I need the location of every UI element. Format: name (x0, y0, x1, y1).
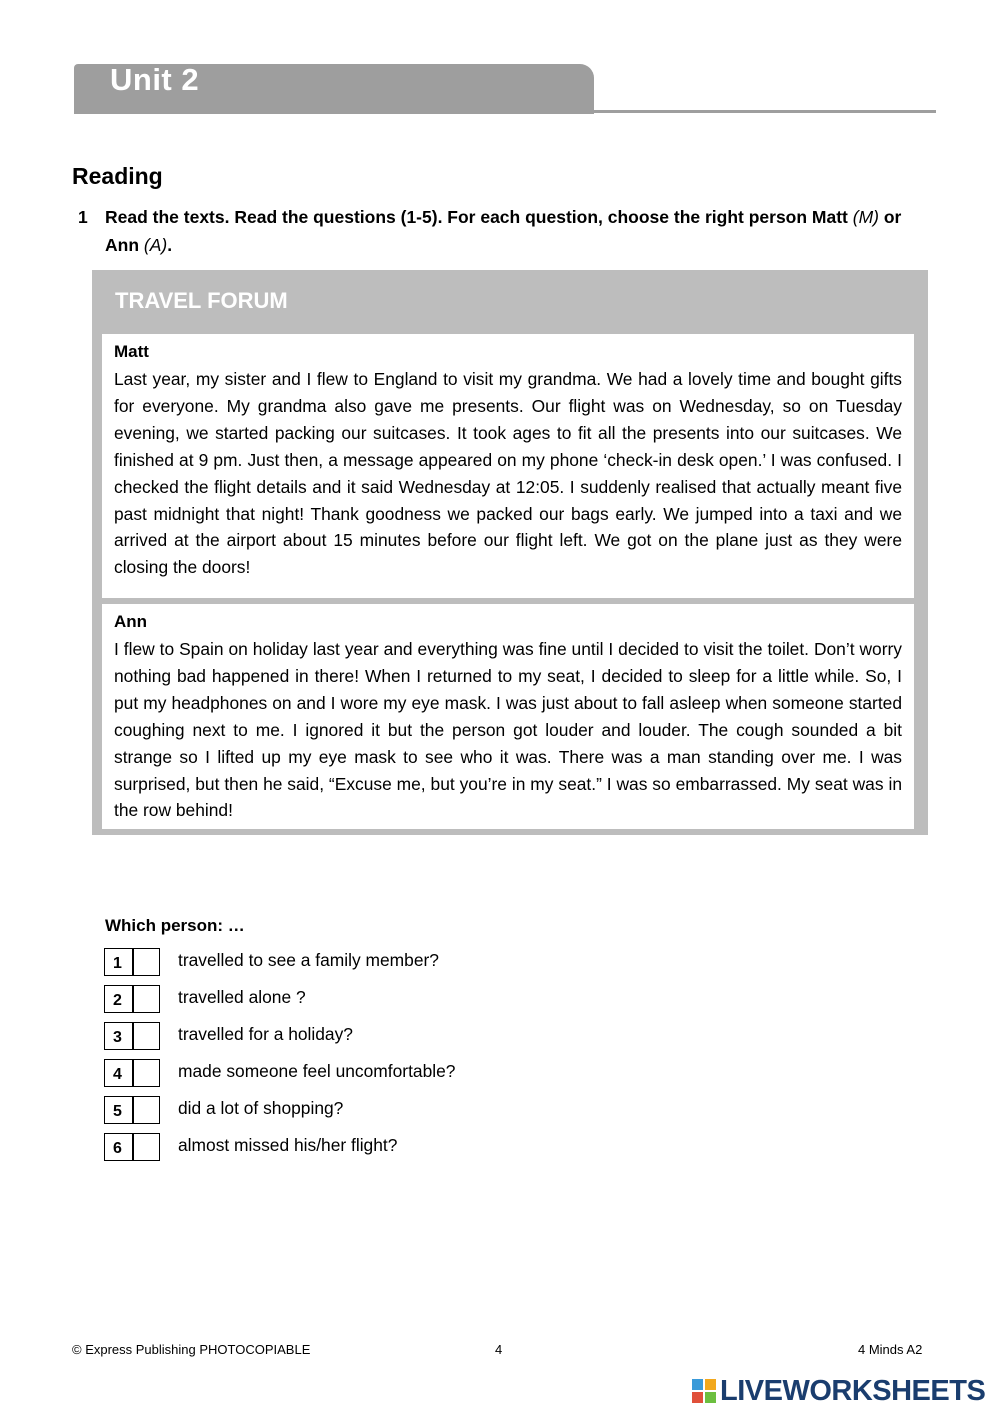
post-text: Last year, my sister and I flew to England to visit my grandma. We had a lovely time and bought gifts for everyone. My grandma also gave me presents. Our flight was on Wednesday, so on Tuesday evening, we started packing our suitcases. It took ages to fit all the presents into our suitcases. We finished at 9 pm. Just then, a message appeared on my phone ‘check-in desk open.’ I was confused. I checked the flight details and it said Wednesday at 12:05. I suddenly realised that actually meant five past midnight that night! Thank goodness we packed our bags early. We jumped into a taxi and we arrived at the airport about 15 minutes before our flight left. We got on the plane just as they were closing the doors! (114, 369, 902, 578)
question-number: 1 (113, 955, 122, 972)
answer-input[interactable] (134, 1097, 159, 1123)
question-row (104, 1059, 604, 1089)
question-row (104, 1133, 604, 1163)
footer-book-title: 4 Minds A2 (858, 1342, 923, 1357)
post-matt (102, 334, 914, 598)
liveworksheets-icon (692, 1379, 716, 1403)
answer-box (104, 1059, 160, 1087)
question-text: travelled for a holiday? (178, 1024, 353, 1044)
post-text: I flew to Spain on holiday last year and everything was fine until I decided to visit the toilet. Don’t worry nothing bad happened in there! When I returned to my seat, I decided to sleep for a little while. So, I put my headphones on and I wore my eye mask. I was just about to fall asleep when someone started coughing next to me. I ignored it but the person got louder and louder. The cough sounded a bit strange so I lifted up my eye mask to see who it was. There was a man standing over me. I was surprised, but then he said, “Excuse me, but you’re in my seat.” I was so embarrassed. My seat was in the row behind! (114, 639, 902, 821)
question-text: did a lot of shopping? (178, 1098, 344, 1118)
icon-square (692, 1379, 703, 1390)
question-number: 6 (113, 1140, 122, 1157)
instruction (78, 203, 908, 259)
answer-input[interactable] (134, 1134, 159, 1160)
icon-square (705, 1392, 716, 1403)
matt-code: (M) (852, 207, 879, 227)
footer-page-number: 4 (495, 1342, 503, 1357)
icon-square (705, 1379, 716, 1390)
answer-box (104, 948, 160, 976)
question-row (104, 985, 604, 1015)
answer-input[interactable] (134, 949, 159, 975)
question-number: 3 (113, 1029, 122, 1046)
questions-prompt: Which person: … (105, 916, 245, 935)
question-row (104, 948, 604, 978)
answer-box (104, 1133, 160, 1161)
instruction-text-main: Read the texts. Read the questions (1-5). For each question, choose the right person Matt (105, 207, 853, 227)
answer-box (104, 1096, 160, 1124)
question-row (104, 1096, 604, 1126)
question-row (104, 1022, 604, 1052)
question-text: made someone feel uncomfortable? (178, 1061, 456, 1081)
question-number: 5 (113, 1103, 122, 1120)
icon-square (692, 1392, 703, 1403)
answer-input[interactable] (134, 1060, 159, 1086)
question-number: 2 (113, 992, 122, 1009)
instruction-end: . (167, 235, 173, 255)
answer-box (104, 1022, 160, 1050)
post-author: Matt (114, 342, 149, 361)
post-author: Ann (114, 612, 148, 631)
unit-title: Unit 2 (110, 62, 200, 97)
instruction-or-ann: or Ann (105, 207, 902, 255)
logo-text: LIVEWORKSHEETS (720, 1375, 986, 1407)
forum-title: TRAVEL FORUM (115, 288, 288, 313)
question-text: travelled to see a family member? (178, 950, 439, 970)
answer-box (104, 985, 160, 1013)
travel-forum (92, 270, 928, 835)
header-rule (594, 110, 936, 113)
answer-input[interactable] (134, 1023, 159, 1049)
instruction-number: 1 (78, 207, 88, 227)
post-ann (102, 604, 914, 829)
question-number: 4 (113, 1066, 122, 1083)
ann-code: (A) (143, 235, 168, 255)
question-text: travelled alone ? (178, 987, 306, 1007)
footer-copyright: © Express Publishing PHOTOCOPIABLE (72, 1342, 311, 1357)
unit-banner (74, 64, 594, 114)
question-text: almost missed his/her flight? (178, 1135, 398, 1155)
answer-input[interactable] (134, 986, 159, 1012)
section-title: Reading (72, 163, 163, 189)
instruction-text (105, 203, 908, 259)
